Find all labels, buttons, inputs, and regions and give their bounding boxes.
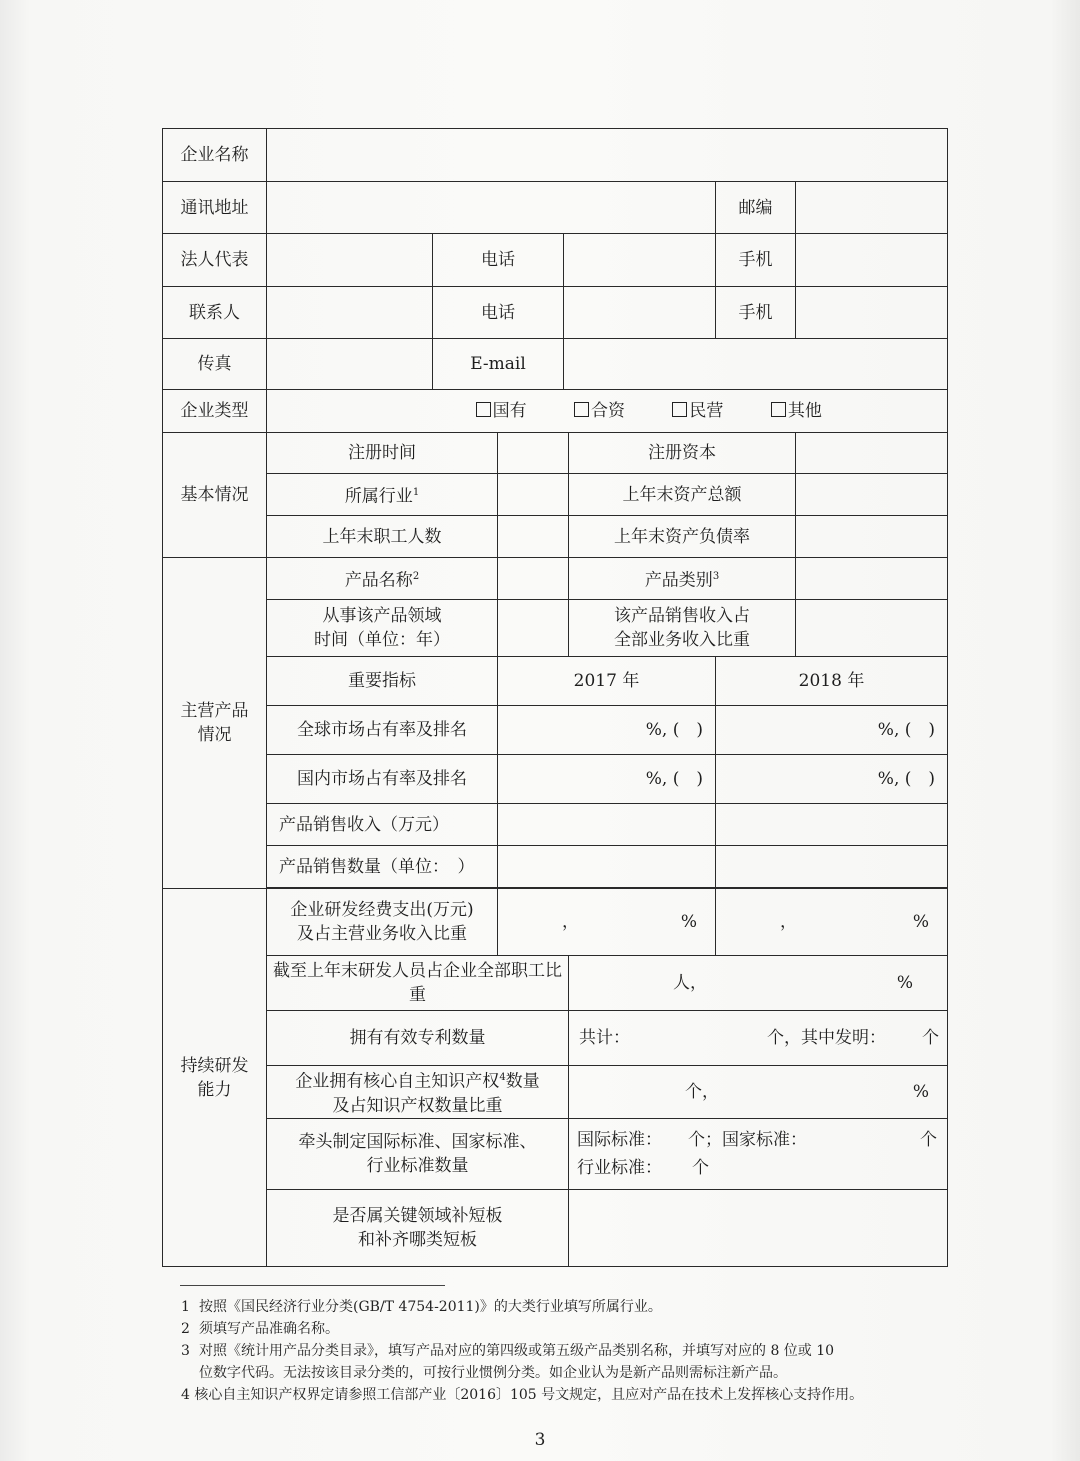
row-sales-revenue: [163, 804, 948, 846]
label-contact: 联系人: [163, 287, 267, 339]
footnote-4: 4 核心自主知识产权界定请参照工信部产业〔2016〕105 号文规定，且应对产品在技术上发挥核心支持作用。: [181, 1387, 864, 1403]
field-global-share-2017[interactable]: %, ( ): [498, 706, 716, 755]
field-email[interactable]: [564, 339, 948, 390]
enterprise-info-form: [162, 128, 948, 1267]
row-rd-staff: [163, 956, 948, 1011]
checkbox-icon[interactable]: [672, 402, 687, 417]
footnote-divider: [180, 1285, 445, 1286]
label-standards: 牵头制定国际标准、国家标准、 行业标准数量: [267, 1119, 569, 1190]
field-industry[interactable]: [498, 474, 569, 516]
row-global-share: [163, 706, 948, 755]
label-product-name: 产品名称$^2$: [267, 558, 498, 600]
field-sales-volume-2018[interactable]: [716, 846, 948, 888]
field-legal-rep[interactable]: [267, 234, 433, 287]
label-legal-rep: 法人代表: [163, 234, 267, 287]
field-fax[interactable]: [267, 339, 433, 390]
field-total-assets[interactable]: [796, 474, 948, 516]
label-indicators: 重要指标: [267, 657, 498, 706]
label-postcode: 邮编: [716, 182, 796, 234]
label-fax: 传真: [163, 339, 267, 390]
row-company-type: [163, 390, 948, 433]
footnotes: [181, 1296, 951, 1406]
row-product-name: [163, 558, 948, 600]
row-legal-rep: [163, 234, 948, 287]
field-rd-staff[interactable]: 人， %: [569, 956, 948, 1011]
label-employees: 上年末职工人数: [267, 516, 498, 558]
label-contact-phone: 电话: [433, 287, 564, 339]
field-postcode[interactable]: [796, 182, 948, 234]
field-sales-revenue-2018[interactable]: [716, 804, 948, 846]
row-product-years: [163, 600, 948, 657]
option-state-owned[interactable]: 国有: [476, 399, 527, 423]
field-shortboard[interactable]: [569, 1190, 948, 1267]
label-basic: 基本情况: [163, 433, 267, 558]
label-debt-ratio: 上年末资产负债率: [569, 516, 796, 558]
field-employees[interactable]: [498, 516, 569, 558]
field-product-revenue-share[interactable]: [796, 600, 948, 657]
row-patents: [163, 1011, 948, 1066]
field-legal-rep-mobile[interactable]: [796, 234, 948, 287]
footnote-1: 1 按照《国民经济行业分类(GB/T 4754-2011)》的大类行业填写所属行业。: [181, 1299, 662, 1315]
label-industry: 所属行业$^1$: [267, 474, 498, 516]
field-domestic-share-2018[interactable]: %, ( ): [716, 755, 948, 804]
label-global-share: 全球市场占有率及排名: [267, 706, 498, 755]
checkbox-icon[interactable]: [574, 402, 589, 417]
field-product-years[interactable]: [498, 600, 569, 657]
label-core-ip: 企业拥有核心自主知识产权$^4$数量 及占知识产权数量比重: [267, 1066, 569, 1119]
label-rd: 持续研发 能力: [163, 889, 267, 1267]
label-total-assets: 上年末资产总额: [569, 474, 796, 516]
field-rd-expense-2018[interactable]: ， %: [716, 889, 948, 956]
field-address[interactable]: [267, 182, 716, 234]
label-patents: 拥有有效专利数量: [267, 1011, 569, 1066]
field-rd-expense-2017[interactable]: ， %: [498, 889, 716, 956]
row-contact: [163, 287, 948, 339]
label-product-category: 产品类别$^3$: [569, 558, 796, 600]
label-product-revenue-share: 该产品销售收入占 全部业务收入比重: [569, 600, 796, 657]
row-core-ip: [163, 1066, 948, 1119]
label-company-name: 企业名称: [163, 129, 267, 182]
row-address: [163, 182, 948, 234]
footnote-3-cont: 位数字代码。无法按该目录分类的，可按行业惯例分类。如企业认为是新产品则需标注新产品。: [199, 1365, 787, 1381]
row-industry: [163, 474, 948, 516]
option-other[interactable]: 其他: [771, 399, 822, 423]
year-2017: 2017 年: [498, 657, 716, 706]
label-product-years: 从事该产品领域 时间（单位：年）: [267, 600, 498, 657]
label-main-product: 主营产品 情况: [163, 558, 267, 889]
row-fax: [163, 339, 948, 390]
row-reg-time: [163, 433, 948, 474]
row-rd-expense: [163, 889, 948, 956]
company-type-options: [267, 390, 948, 433]
field-global-share-2018[interactable]: %, ( ): [716, 706, 948, 755]
label-legal-rep-mobile: 手机: [716, 234, 796, 287]
field-domestic-share-2017[interactable]: %, ( ): [498, 755, 716, 804]
row-company-name: [163, 129, 948, 182]
label-reg-time: 注册时间: [267, 433, 498, 474]
row-employees: [163, 516, 948, 558]
field-product-category[interactable]: [796, 558, 948, 600]
label-rd-expense: 企业研发经费支出(万元) 及占主营业务收入比重: [267, 889, 498, 956]
label-contact-mobile: 手机: [716, 287, 796, 339]
field-debt-ratio[interactable]: [796, 516, 948, 558]
label-legal-rep-phone: 电话: [433, 234, 564, 287]
label-domestic-share: 国内市场占有率及排名: [267, 755, 498, 804]
page-number: 3: [534, 1430, 546, 1450]
year-2018: 2018 年: [716, 657, 948, 706]
field-core-ip[interactable]: 个， %: [569, 1066, 948, 1119]
label-address: 通讯地址: [163, 182, 267, 234]
row-indicators-header: [163, 657, 948, 706]
checkbox-icon[interactable]: [476, 402, 491, 417]
field-sales-revenue-2017[interactable]: [498, 804, 716, 846]
field-sales-volume-2017[interactable]: [498, 846, 716, 888]
label-company-type: 企业类型: [163, 390, 267, 433]
option-joint-venture[interactable]: 合资: [574, 399, 625, 423]
field-company-name[interactable]: [267, 129, 948, 182]
footnote-3: 3 对照《统计用产品分类目录》，填写产品对应的第四级或第五级产品类别名称，并填写对应的 8 位或 10: [181, 1343, 835, 1359]
row-shortboard: [163, 1190, 948, 1267]
field-standards[interactable]: 国际标准： 个；国家标准： 个 行业标准： 个: [569, 1119, 948, 1190]
row-domestic-share: [163, 755, 948, 804]
field-product-name[interactable]: [498, 558, 569, 600]
checkbox-icon[interactable]: [771, 402, 786, 417]
label-sales-revenue: 产品销售收入（万元）: [267, 804, 498, 846]
field-legal-rep-phone[interactable]: [564, 234, 716, 287]
label-rd-staff: 截至上年末研发人员占企业全部职工比重: [267, 956, 569, 1011]
label-sales-volume: 产品销售数量（单位： ）: [267, 846, 498, 888]
row-sales-volume: [163, 846, 948, 888]
field-reg-time[interactable]: [498, 433, 569, 474]
field-patents[interactable]: 共计： 个，其中发明： 个: [569, 1011, 948, 1066]
label-shortboard: 是否属关键领域补短板 和补齐哪类短板: [267, 1190, 569, 1267]
field-reg-capital[interactable]: [796, 433, 948, 474]
field-contact[interactable]: [267, 287, 433, 339]
label-reg-capital: 注册资本: [569, 433, 796, 474]
footnote-2: 2 须填写产品准确名称。: [181, 1321, 339, 1337]
option-private[interactable]: 民营: [672, 399, 723, 423]
label-email: E-mail: [433, 339, 564, 390]
field-contact-phone[interactable]: [564, 287, 716, 339]
row-standards: [163, 1119, 948, 1190]
field-contact-mobile[interactable]: [796, 287, 948, 339]
